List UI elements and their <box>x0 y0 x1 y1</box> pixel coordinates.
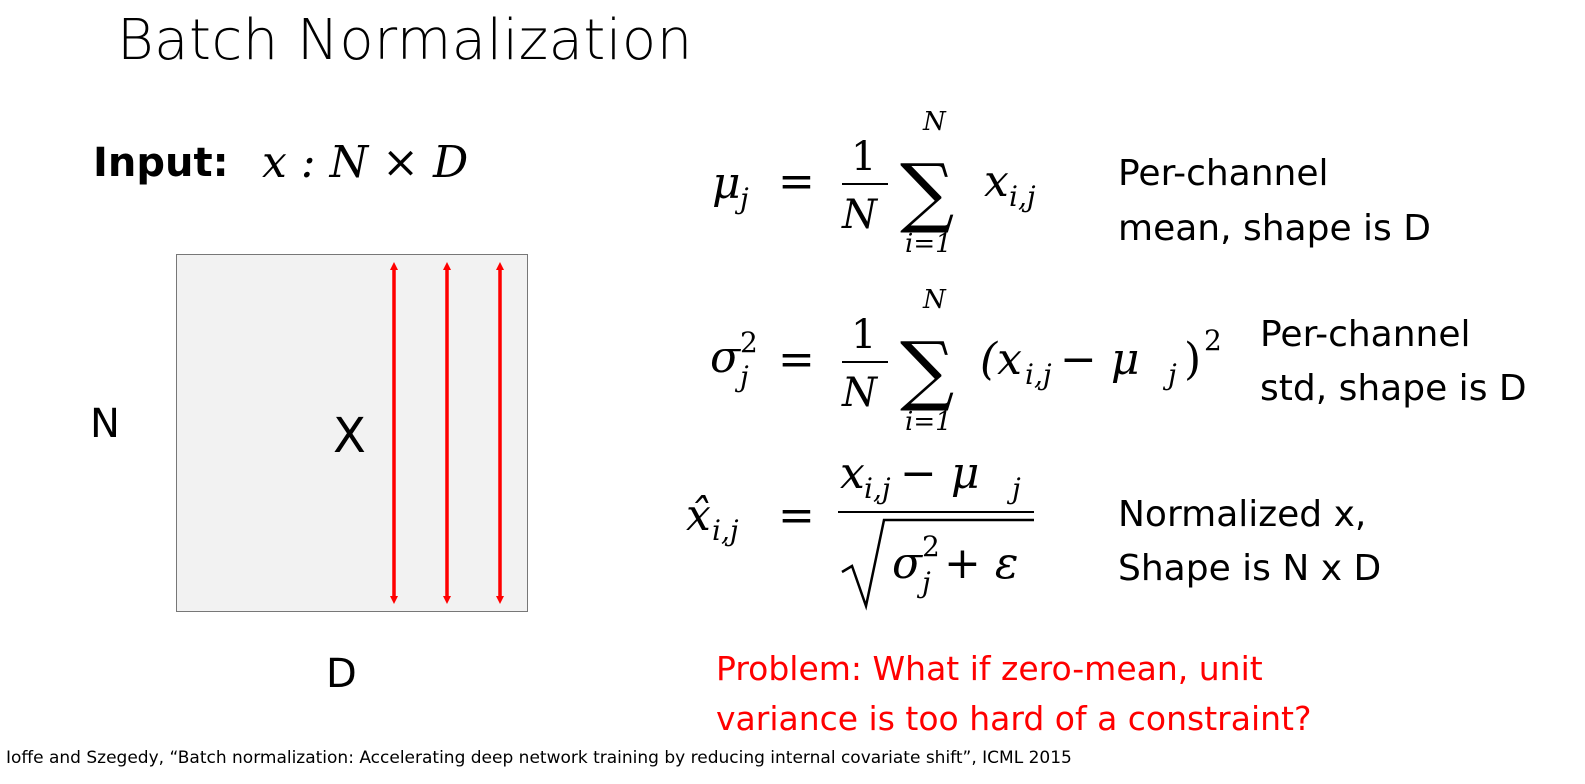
normalize-equation <box>686 448 1381 606</box>
eq2-sum-top: N <box>923 285 946 315</box>
eq1-sum-top: N <box>923 107 946 137</box>
eq2-body-sub: i,j <box>1025 358 1052 391</box>
eq2-body-tail: − μ <box>1060 334 1140 385</box>
eq2-lhs: σ <box>710 332 741 383</box>
eq1-body: x <box>984 156 1009 207</box>
citation: Ioffe and Szegedy, “Batch normalization: Accelerating deep network training by reducing internal covariate shift”, ICML 2015 <box>6 748 1072 768</box>
eq3-num-tail: − μ <box>900 448 980 499</box>
eq3-den-sub: j <box>922 566 931 599</box>
column-dimension-label: D <box>326 651 357 697</box>
eq2-equals: = <box>778 334 815 385</box>
problem-line-1: Problem: What if zero-mean, unit <box>716 649 1263 688</box>
variance-equation <box>710 285 1527 437</box>
eq2-body-tail-sub: j <box>1168 358 1177 391</box>
eq1-lhs-sub: j <box>740 182 749 215</box>
eq3-den-tail: + ε <box>944 538 1019 589</box>
eq1-frac-num: 1 <box>851 134 877 180</box>
eq3-lhs-sub: i,j <box>712 514 739 547</box>
eq1-desc-line1: Per-channel <box>1118 153 1329 194</box>
eq3-den: σ <box>892 538 923 589</box>
eq2-sum-symbol: ∑ <box>900 325 955 414</box>
slide-title: Batch Normalization <box>117 8 693 73</box>
input-label: Input: <box>93 140 229 186</box>
eq1-sum-bottom: i=1 <box>905 229 952 259</box>
eq3-num: x <box>840 448 865 499</box>
eq2-lhs-sub: j <box>740 360 749 393</box>
row-dimension-label: N <box>90 401 120 447</box>
eq3-den-sup: 2 <box>922 530 940 563</box>
eq2-lhs-sup: 2 <box>740 326 758 359</box>
mean-equation <box>712 107 1431 259</box>
eq2-desc-line2: std, shape is D <box>1260 368 1527 409</box>
eq2-body: (x <box>980 334 1022 385</box>
eq3-num-tail-sub: j <box>1012 472 1021 505</box>
eq1-equals: = <box>778 156 815 207</box>
input-shape-expression: x : N × D <box>262 137 469 188</box>
eq2-sum-bottom: i=1 <box>905 407 952 437</box>
eq1-lhs: μ <box>712 158 741 209</box>
problem-line-2: variance is too hard of a constraint? <box>716 699 1312 738</box>
problem-statement <box>716 644 1312 744</box>
eq2-desc-line1: Per-channel <box>1260 314 1471 355</box>
eq3-equals: = <box>778 490 815 541</box>
eq2-body-close: ) <box>1184 334 1202 385</box>
eq1-desc-line2: mean, shape is D <box>1118 208 1431 249</box>
eq3-lhs: x̂ <box>686 490 711 541</box>
eq3-num-sub: i,j <box>864 472 891 505</box>
matrix-label: X <box>333 408 366 464</box>
eq1-frac-den: N <box>842 192 877 238</box>
eq1-body-sub: i,j <box>1009 180 1036 213</box>
eq2-frac-num: 1 <box>851 312 877 358</box>
eq3-desc-line1: Normalized x, <box>1118 494 1367 535</box>
eq1-sum-symbol: ∑ <box>900 147 955 236</box>
eq2-frac-den: N <box>842 370 877 416</box>
eq3-desc-line2: Shape is N x D <box>1118 548 1382 589</box>
eq2-body-sup: 2 <box>1204 324 1222 357</box>
